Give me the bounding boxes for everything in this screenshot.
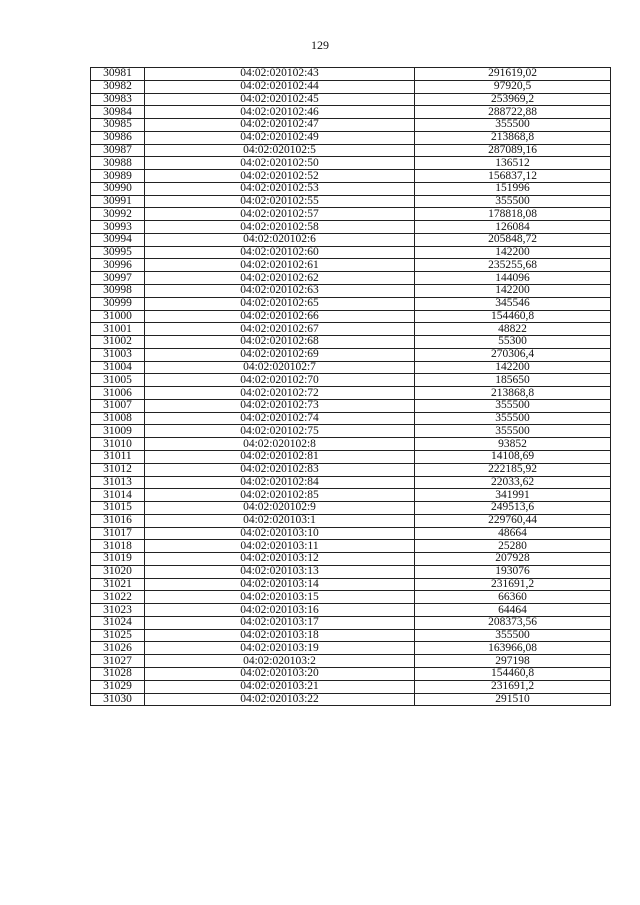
- row-number-cell: 31001: [91, 323, 145, 336]
- table-row: [91, 616, 611, 629]
- cadastral-value-cell: 193076: [415, 565, 611, 578]
- table-row: [91, 693, 611, 706]
- row-number-cell: 31002: [91, 336, 145, 349]
- cadastral-number-cell: 04:02:020102:49: [145, 131, 415, 144]
- table-row: [91, 336, 611, 349]
- table-row: [91, 489, 611, 502]
- cadastral-value-cell: 97920,5: [415, 80, 611, 93]
- cadastral-value-cell: 136512: [415, 157, 611, 170]
- table-row: [91, 374, 611, 387]
- table-body: [91, 68, 611, 706]
- cadastral-number-cell: 04:02:020102:44: [145, 80, 415, 93]
- page-number: 129: [311, 38, 329, 52]
- cadastral-value-cell: 355500: [415, 399, 611, 412]
- cadastral-value-cell: 93852: [415, 438, 611, 451]
- row-number-cell: 30997: [91, 272, 145, 285]
- cadastral-number-cell: 04:02:020102:83: [145, 463, 415, 476]
- cadastral-number-cell: 04:02:020102:73: [145, 399, 415, 412]
- row-number-cell: 30999: [91, 297, 145, 310]
- cadastral-value-cell: 355500: [415, 119, 611, 132]
- table-row: [91, 182, 611, 195]
- cadastral-value-table: [90, 67, 611, 706]
- table-row: [91, 68, 611, 81]
- row-number-cell: 31005: [91, 374, 145, 387]
- table-row: [91, 629, 611, 642]
- table-row: [91, 680, 611, 693]
- table-row: [91, 399, 611, 412]
- table-row: [91, 119, 611, 132]
- row-number-cell: 31018: [91, 540, 145, 553]
- table-row: [91, 438, 611, 451]
- cadastral-value-cell: 270306,4: [415, 348, 611, 361]
- cadastral-value-cell: 355500: [415, 412, 611, 425]
- cadastral-number-cell: 04:02:020102:67: [145, 323, 415, 336]
- cadastral-number-cell: 04:02:020102:7: [145, 361, 415, 374]
- cadastral-number-cell: 04:02:020102:43: [145, 68, 415, 81]
- cadastral-number-cell: 04:02:020102:55: [145, 195, 415, 208]
- row-number-cell: 30994: [91, 233, 145, 246]
- table-row: [91, 591, 611, 604]
- table-row: [91, 144, 611, 157]
- row-number-cell: 30988: [91, 157, 145, 170]
- cadastral-number-cell: 04:02:020103:10: [145, 527, 415, 540]
- cadastral-number-cell: 04:02:020102:81: [145, 450, 415, 463]
- row-number-cell: 31023: [91, 604, 145, 617]
- cadastral-number-cell: 04:02:020102:57: [145, 208, 415, 221]
- row-number-cell: 31025: [91, 629, 145, 642]
- table-row: [91, 93, 611, 106]
- cadastral-value-cell: 64464: [415, 604, 611, 617]
- cadastral-value-cell: 208373,56: [415, 616, 611, 629]
- cadastral-value-cell: 126084: [415, 221, 611, 234]
- cadastral-number-cell: 04:02:020102:46: [145, 106, 415, 119]
- cadastral-number-cell: 04:02:020102:9: [145, 502, 415, 515]
- cadastral-value-cell: 205848,72: [415, 233, 611, 246]
- cadastral-number-cell: 04:02:020102:45: [145, 93, 415, 106]
- cadastral-number-cell: 04:02:020103:18: [145, 629, 415, 642]
- table-row: [91, 425, 611, 438]
- cadastral-number-cell: 04:02:020102:6: [145, 233, 415, 246]
- cadastral-value-cell: 178818,08: [415, 208, 611, 221]
- cadastral-number-cell: 04:02:020102:61: [145, 259, 415, 272]
- row-number-cell: 31026: [91, 642, 145, 655]
- cadastral-value-cell: 345546: [415, 297, 611, 310]
- cadastral-number-cell: 04:02:020103:1: [145, 514, 415, 527]
- table-row: [91, 361, 611, 374]
- cadastral-number-cell: 04:02:020102:70: [145, 374, 415, 387]
- row-number-cell: 31028: [91, 667, 145, 680]
- cadastral-value-cell: 355500: [415, 425, 611, 438]
- cadastral-number-cell: 04:02:020103:13: [145, 565, 415, 578]
- cadastral-number-cell: 04:02:020102:53: [145, 182, 415, 195]
- row-number-cell: 31021: [91, 578, 145, 591]
- table-row: [91, 527, 611, 540]
- row-number-cell: 31019: [91, 553, 145, 566]
- table-row: [91, 387, 611, 400]
- row-number-cell: 30990: [91, 182, 145, 195]
- table-row: [91, 514, 611, 527]
- row-number-cell: 31027: [91, 655, 145, 668]
- table-row: [91, 106, 611, 119]
- cadastral-value-cell: 154460,8: [415, 667, 611, 680]
- cadastral-value-cell: 154460,8: [415, 310, 611, 323]
- table-row: [91, 565, 611, 578]
- row-number-cell: 31011: [91, 450, 145, 463]
- row-number-cell: 31012: [91, 463, 145, 476]
- cadastral-value-cell: 163966,08: [415, 642, 611, 655]
- cadastral-value-cell: 22033,62: [415, 476, 611, 489]
- row-number-cell: 30983: [91, 93, 145, 106]
- cadastral-number-cell: 04:02:020103:11: [145, 540, 415, 553]
- table-row: [91, 170, 611, 183]
- cadastral-number-cell: 04:02:020102:47: [145, 119, 415, 132]
- row-number-cell: 31013: [91, 476, 145, 489]
- table-row: [91, 310, 611, 323]
- row-number-cell: 31022: [91, 591, 145, 604]
- cadastral-number-cell: 04:02:020102:84: [145, 476, 415, 489]
- table-row: [91, 131, 611, 144]
- cadastral-value-cell: 48664: [415, 527, 611, 540]
- row-number-cell: 31008: [91, 412, 145, 425]
- cadastral-value-cell: 297198: [415, 655, 611, 668]
- cadastral-number-cell: 04:02:020102:58: [145, 221, 415, 234]
- row-number-cell: 30986: [91, 131, 145, 144]
- row-number-cell: 30982: [91, 80, 145, 93]
- cadastral-value-cell: 213868,8: [415, 387, 611, 400]
- cadastral-number-cell: 04:02:020103:15: [145, 591, 415, 604]
- cadastral-value-cell: 253969,2: [415, 93, 611, 106]
- cadastral-value-cell: 142200: [415, 361, 611, 374]
- cadastral-number-cell: 04:02:020103:2: [145, 655, 415, 668]
- cadastral-value-cell: 355500: [415, 195, 611, 208]
- table-row: [91, 157, 611, 170]
- cadastral-number-cell: 04:02:020103:19: [145, 642, 415, 655]
- cadastral-value-cell: 142200: [415, 246, 611, 259]
- table-row: [91, 297, 611, 310]
- row-number-cell: 31024: [91, 616, 145, 629]
- cadastral-value-cell: 14108,69: [415, 450, 611, 463]
- cadastral-value-cell: 207928: [415, 553, 611, 566]
- row-number-cell: 30993: [91, 221, 145, 234]
- cadastral-number-cell: 04:02:020102:65: [145, 297, 415, 310]
- row-number-cell: 31015: [91, 502, 145, 515]
- cadastral-number-cell: 04:02:020103:12: [145, 553, 415, 566]
- cadastral-number-cell: 04:02:020102:50: [145, 157, 415, 170]
- table-row: [91, 655, 611, 668]
- cadastral-number-cell: 04:02:020103:17: [145, 616, 415, 629]
- cadastral-number-cell: 04:02:020103:21: [145, 680, 415, 693]
- cadastral-value-cell: 231691,2: [415, 680, 611, 693]
- cadastral-value-cell: 222185,92: [415, 463, 611, 476]
- cadastral-value-cell: 66360: [415, 591, 611, 604]
- row-number-cell: 30995: [91, 246, 145, 259]
- row-number-cell: 31017: [91, 527, 145, 540]
- row-number-cell: 31030: [91, 693, 145, 706]
- cadastral-number-cell: 04:02:020102:85: [145, 489, 415, 502]
- table-row: [91, 323, 611, 336]
- table-row: [91, 221, 611, 234]
- cadastral-value-cell: 213868,8: [415, 131, 611, 144]
- row-number-cell: 31020: [91, 565, 145, 578]
- row-number-cell: 31006: [91, 387, 145, 400]
- cadastral-value-cell: 355500: [415, 629, 611, 642]
- table-row: [91, 195, 611, 208]
- table-row: [91, 412, 611, 425]
- table-row: [91, 540, 611, 553]
- cadastral-number-cell: 04:02:020102:72: [145, 387, 415, 400]
- row-number-cell: 31004: [91, 361, 145, 374]
- cadastral-number-cell: 04:02:020102:74: [145, 412, 415, 425]
- cadastral-number-cell: 04:02:020102:52: [145, 170, 415, 183]
- cadastral-value-cell: 287089,16: [415, 144, 611, 157]
- row-number-cell: 31016: [91, 514, 145, 527]
- table-row: [91, 463, 611, 476]
- row-number-cell: 30981: [91, 68, 145, 81]
- cadastral-value-cell: 151996: [415, 182, 611, 195]
- cadastral-number-cell: 04:02:020103:22: [145, 693, 415, 706]
- table-row: [91, 246, 611, 259]
- row-number-cell: 30998: [91, 285, 145, 298]
- cadastral-number-cell: 04:02:020102:69: [145, 348, 415, 361]
- table-row: [91, 502, 611, 515]
- cadastral-value-cell: 144096: [415, 272, 611, 285]
- row-number-cell: 30989: [91, 170, 145, 183]
- cadastral-number-cell: 04:02:020102:66: [145, 310, 415, 323]
- table-row: [91, 604, 611, 617]
- row-number-cell: 30996: [91, 259, 145, 272]
- cadastral-number-cell: 04:02:020102:75: [145, 425, 415, 438]
- table-row: [91, 642, 611, 655]
- row-number-cell: 30992: [91, 208, 145, 221]
- table-row: [91, 450, 611, 463]
- row-number-cell: 31029: [91, 680, 145, 693]
- row-number-cell: 31014: [91, 489, 145, 502]
- row-number-cell: 30987: [91, 144, 145, 157]
- cadastral-value-cell: 229760,44: [415, 514, 611, 527]
- cadastral-number-cell: 04:02:020102:60: [145, 246, 415, 259]
- cadastral-number-cell: 04:02:020102:5: [145, 144, 415, 157]
- cadastral-number-cell: 04:02:020102:8: [145, 438, 415, 451]
- cadastral-number-cell: 04:02:020103:16: [145, 604, 415, 617]
- row-number-cell: 30991: [91, 195, 145, 208]
- table-row: [91, 348, 611, 361]
- cadastral-value-cell: 291510: [415, 693, 611, 706]
- cadastral-value-cell: 48822: [415, 323, 611, 336]
- cadastral-value-cell: 341991: [415, 489, 611, 502]
- table-row: [91, 259, 611, 272]
- row-number-cell: 30985: [91, 119, 145, 132]
- cadastral-value-cell: 185650: [415, 374, 611, 387]
- table-row: [91, 667, 611, 680]
- row-number-cell: 30984: [91, 106, 145, 119]
- table-row: [91, 476, 611, 489]
- table-row: [91, 80, 611, 93]
- cadastral-value-cell: 142200: [415, 285, 611, 298]
- cadastral-value-cell: 288722,88: [415, 106, 611, 119]
- cadastral-value-cell: 249513,6: [415, 502, 611, 515]
- row-number-cell: 31000: [91, 310, 145, 323]
- table-row: [91, 233, 611, 246]
- cadastral-value-cell: 231691,2: [415, 578, 611, 591]
- table-row: [91, 578, 611, 591]
- cadastral-number-cell: 04:02:020102:62: [145, 272, 415, 285]
- cadastral-number-cell: 04:02:020103:20: [145, 667, 415, 680]
- row-number-cell: 31007: [91, 399, 145, 412]
- table-row: [91, 553, 611, 566]
- cadastral-number-cell: 04:02:020102:68: [145, 336, 415, 349]
- cadastral-number-cell: 04:02:020103:14: [145, 578, 415, 591]
- row-number-cell: 31003: [91, 348, 145, 361]
- table-row: [91, 272, 611, 285]
- cadastral-number-cell: 04:02:020102:63: [145, 285, 415, 298]
- cadastral-value-cell: 156837,12: [415, 170, 611, 183]
- table-row: [91, 285, 611, 298]
- row-number-cell: 31009: [91, 425, 145, 438]
- cadastral-value-cell: 25280: [415, 540, 611, 553]
- cadastral-value-cell: 55300: [415, 336, 611, 349]
- row-number-cell: 31010: [91, 438, 145, 451]
- cadastral-value-cell: 291619,02: [415, 68, 611, 81]
- table-row: [91, 208, 611, 221]
- cadastral-value-cell: 235255,68: [415, 259, 611, 272]
